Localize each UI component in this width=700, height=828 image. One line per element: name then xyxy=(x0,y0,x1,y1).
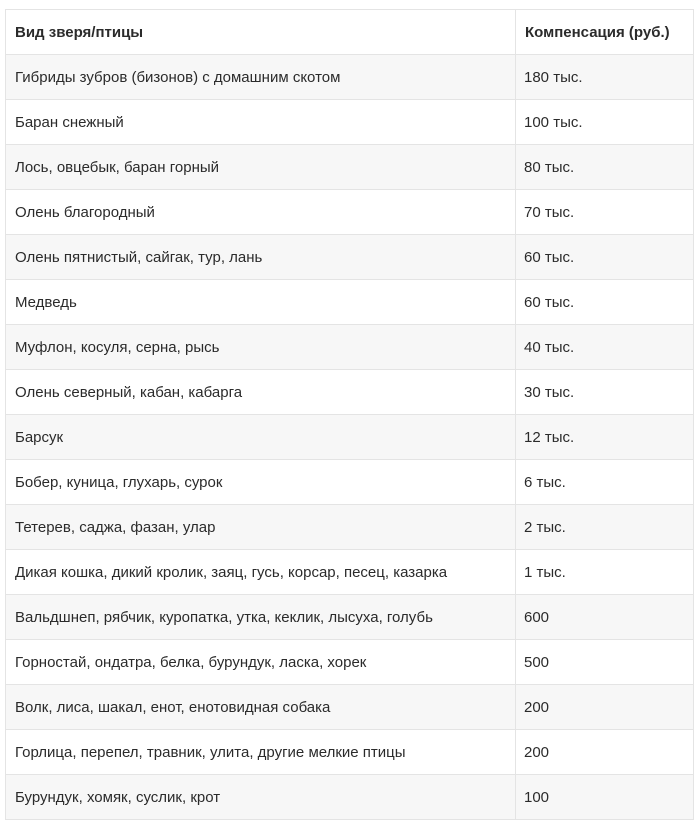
compensation-cell: 100 xyxy=(516,775,694,820)
compensation-cell: 1 тыс. xyxy=(516,550,694,595)
species-cell: Тетерев, саджа, фазан, улар xyxy=(6,505,516,550)
table-row xyxy=(6,370,694,415)
species-cell: Гибриды зубров (бизонов) с домашним скотом xyxy=(6,55,516,100)
table-row xyxy=(6,415,694,460)
compensation-table xyxy=(5,9,694,820)
compensation-cell: 12 тыс. xyxy=(516,415,694,460)
table-row xyxy=(6,100,694,145)
species-cell: Баран снежный xyxy=(6,100,516,145)
compensation-cell: 200 xyxy=(516,685,694,730)
header-compensation: Компенсация (руб.) xyxy=(516,10,694,55)
table-row xyxy=(6,235,694,280)
table-row xyxy=(6,280,694,325)
compensation-cell: 500 xyxy=(516,640,694,685)
species-cell: Барсук xyxy=(6,415,516,460)
compensation-cell: 60 тыс. xyxy=(516,235,694,280)
species-cell: Лось, овцебык, баран горный xyxy=(6,145,516,190)
table-row xyxy=(6,640,694,685)
compensation-cell: 30 тыс. xyxy=(516,370,694,415)
compensation-cell: 80 тыс. xyxy=(516,145,694,190)
table-row xyxy=(6,145,694,190)
compensation-cell: 40 тыс. xyxy=(516,325,694,370)
table-row xyxy=(6,460,694,505)
species-cell: Горностай, ондатра, белка, бурундук, ласка, хорек xyxy=(6,640,516,685)
species-cell: Горлица, перепел, травник, улита, другие мелкие птицы xyxy=(6,730,516,775)
species-cell: Олень северный, кабан, кабарга xyxy=(6,370,516,415)
compensation-cell: 200 xyxy=(516,730,694,775)
species-cell: Олень пятнистый, сайгак, тур, лань xyxy=(6,235,516,280)
compensation-cell: 6 тыс. xyxy=(516,460,694,505)
compensation-table-container xyxy=(5,9,693,820)
table-row xyxy=(6,730,694,775)
species-cell: Олень благородный xyxy=(6,190,516,235)
species-cell: Медведь xyxy=(6,280,516,325)
header-species: Вид зверя/птицы xyxy=(6,10,516,55)
species-cell: Бобер, куница, глухарь, сурок xyxy=(6,460,516,505)
compensation-cell: 60 тыс. xyxy=(516,280,694,325)
compensation-cell: 70 тыс. xyxy=(516,190,694,235)
species-cell: Бурундук, хомяк, суслик, крот xyxy=(6,775,516,820)
table-row xyxy=(6,505,694,550)
table-header-row xyxy=(6,10,694,55)
species-cell: Вальдшнеп, рябчик, куропатка, утка, кеклик, лысуха, голубь xyxy=(6,595,516,640)
species-cell: Муфлон, косуля, серна, рысь xyxy=(6,325,516,370)
table-row xyxy=(6,595,694,640)
species-cell: Дикая кошка, дикий кролик, заяц, гусь, корсар, песец, казарка xyxy=(6,550,516,595)
table-row xyxy=(6,190,694,235)
compensation-cell: 100 тыс. xyxy=(516,100,694,145)
compensation-cell: 600 xyxy=(516,595,694,640)
table-row xyxy=(6,685,694,730)
table-row xyxy=(6,550,694,595)
species-cell: Волк, лиса, шакал, енот, енотовидная собака xyxy=(6,685,516,730)
compensation-cell: 180 тыс. xyxy=(516,55,694,100)
table-row xyxy=(6,55,694,100)
table-row xyxy=(6,325,694,370)
table-row xyxy=(6,775,694,820)
compensation-cell: 2 тыс. xyxy=(516,505,694,550)
